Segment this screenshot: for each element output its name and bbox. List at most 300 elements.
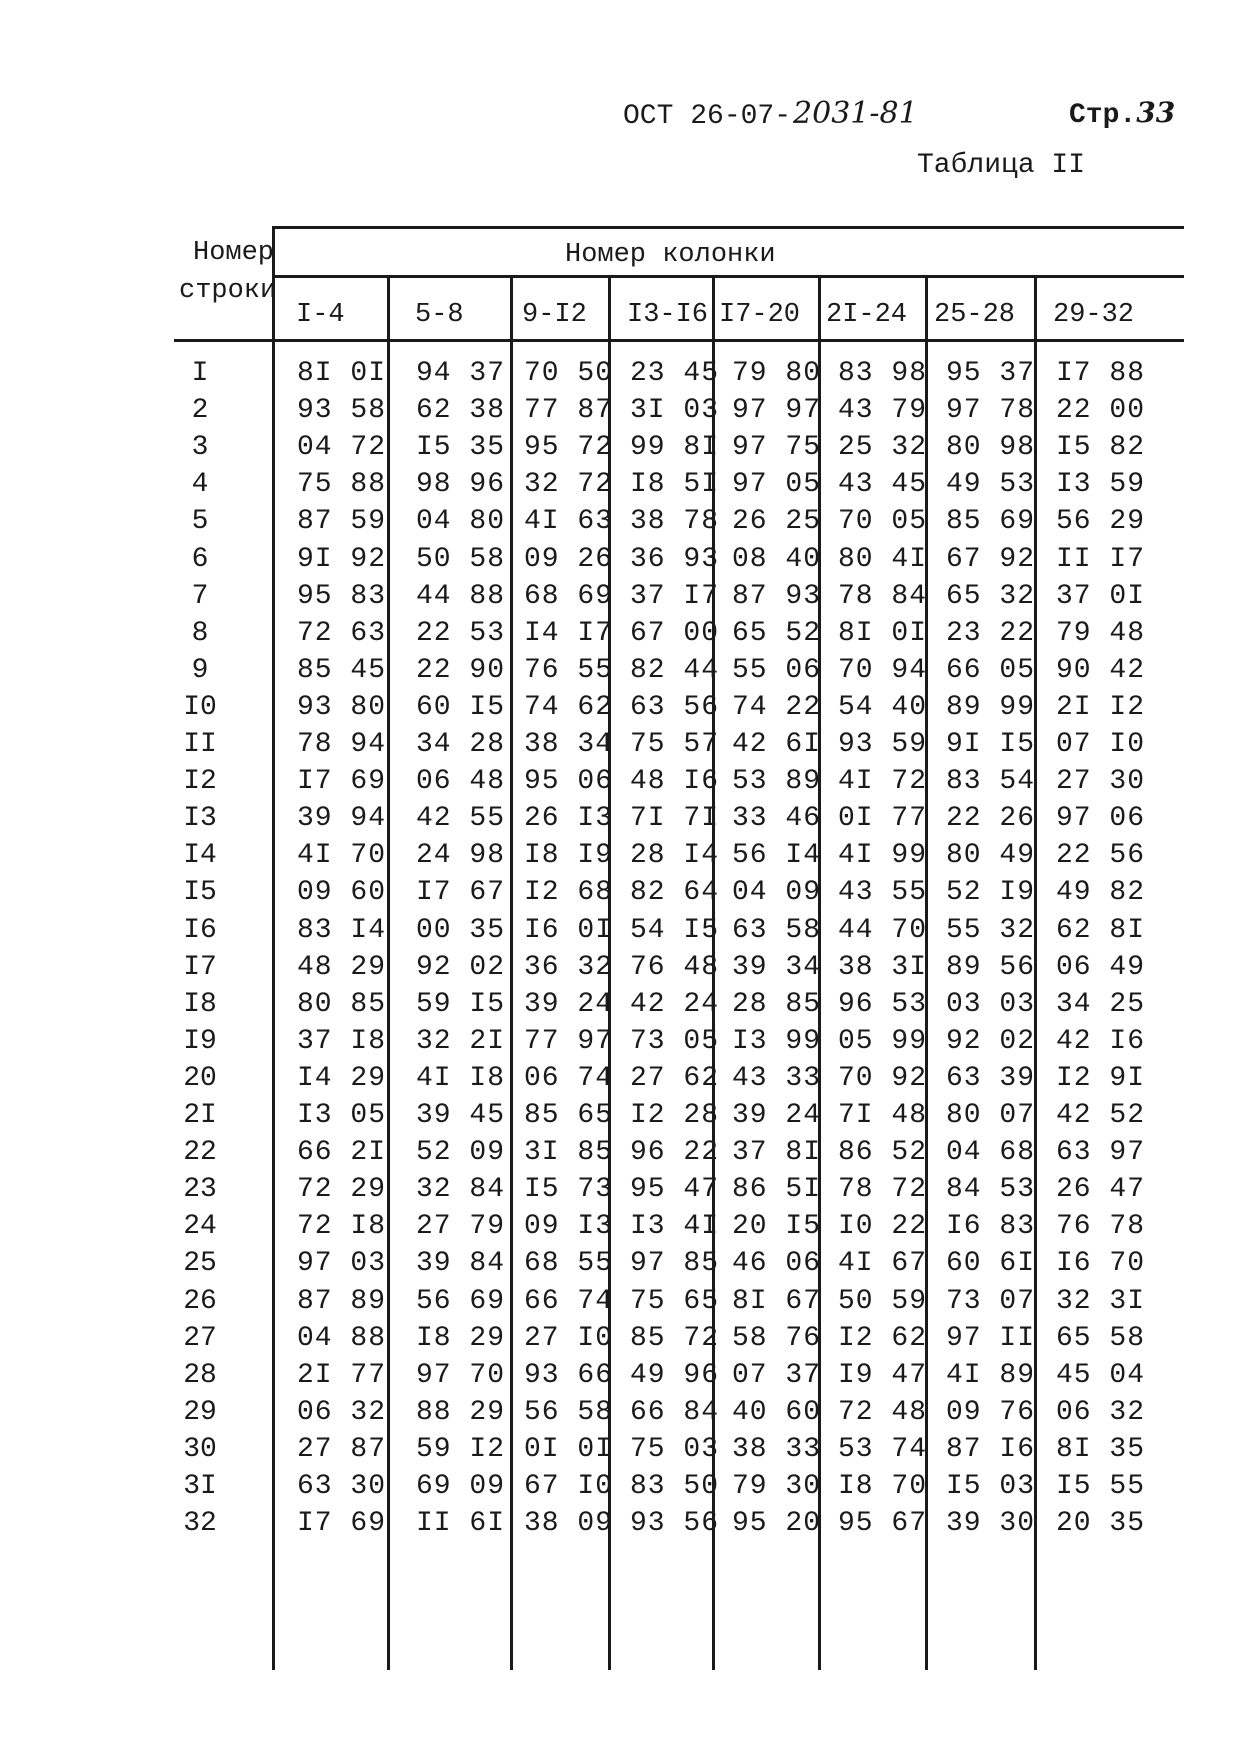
table-cell: 97 05 bbox=[732, 469, 822, 501]
row-number: 7 bbox=[191, 580, 209, 612]
table-cell: 97 97 bbox=[732, 395, 822, 427]
table-cell: I4 29 bbox=[297, 1062, 387, 1094]
table-cell: 66 84 bbox=[630, 1396, 720, 1428]
table-cell: 70 05 bbox=[838, 506, 928, 538]
table-cell: 67 92 bbox=[946, 543, 1036, 575]
table-cell: 49 82 bbox=[1056, 877, 1146, 909]
column-group-label: 25-28 bbox=[934, 300, 1016, 330]
table-cell: 54 40 bbox=[838, 691, 928, 723]
table-cell: 70 94 bbox=[838, 654, 928, 686]
table-cell: 96 22 bbox=[630, 1137, 720, 1169]
table-cell: 46 06 bbox=[732, 1248, 822, 1280]
table-cell: 04 80 bbox=[416, 506, 506, 538]
table-cell: 66 74 bbox=[524, 1285, 614, 1317]
table-cell: I7 88 bbox=[1056, 358, 1146, 389]
table-cell: 4I 70 bbox=[297, 840, 387, 872]
table-cell: 06 32 bbox=[297, 1396, 387, 1428]
table-cell: 77 87 bbox=[524, 395, 614, 427]
table-cell: 93 66 bbox=[524, 1359, 614, 1391]
table-cell: 75 03 bbox=[630, 1433, 720, 1465]
table-cell: I6 0I bbox=[524, 914, 614, 946]
table-cell: I3 99 bbox=[732, 1025, 822, 1057]
table-cell: 83 I4 bbox=[297, 914, 387, 946]
table-cell: 93 80 bbox=[297, 691, 387, 723]
table-cell: 22 26 bbox=[946, 803, 1036, 835]
table-cell: I8 70 bbox=[838, 1471, 928, 1502]
table-cell: 78 84 bbox=[838, 580, 928, 612]
table-cell: 95 67 bbox=[838, 1508, 928, 1540]
table-cell: 20 I5 bbox=[732, 1211, 822, 1243]
table-cell: 73 07 bbox=[946, 1285, 1036, 1317]
table-cell: 22 56 bbox=[1056, 840, 1146, 872]
table-cell: 43 55 bbox=[838, 877, 928, 909]
table-cell: 36 32 bbox=[524, 951, 614, 983]
table-cell: 37 I8 bbox=[297, 1025, 387, 1057]
table-cell: 80 4I bbox=[838, 543, 928, 575]
table-cell: 78 72 bbox=[838, 1174, 928, 1206]
table-cell: 39 94 bbox=[297, 803, 387, 835]
table-cell: 56 I4 bbox=[732, 840, 822, 872]
table-cell: 85 45 bbox=[297, 654, 387, 686]
table-cell: 2I 77 bbox=[297, 1359, 387, 1391]
table-cell: 26 I3 bbox=[524, 803, 614, 835]
table-cell: 69 09 bbox=[416, 1471, 506, 1502]
table-cell: I8 5I bbox=[630, 469, 720, 501]
table-cell: 9I 92 bbox=[297, 543, 387, 575]
table-cell: 97 06 bbox=[1056, 803, 1146, 835]
table-cell: 06 48 bbox=[416, 766, 506, 798]
table-cell: 43 45 bbox=[838, 469, 928, 501]
table-cell: 94 37 bbox=[416, 358, 506, 389]
table-cell: 99 8I bbox=[630, 432, 720, 464]
table-cell: 38 3I bbox=[838, 951, 928, 983]
row-number: 27 bbox=[183, 1322, 217, 1354]
table-cell: 87 89 bbox=[297, 1285, 387, 1317]
document-number-handwritten: 2031-81 bbox=[793, 96, 918, 131]
table-cell: 4I 63 bbox=[524, 506, 614, 538]
column-group-label: 29-32 bbox=[1053, 300, 1135, 330]
table-cell: I2 9I bbox=[1056, 1062, 1146, 1094]
row-number: 26 bbox=[183, 1285, 217, 1317]
table-cell: I7 69 bbox=[297, 766, 387, 798]
table-cell: 56 58 bbox=[524, 1396, 614, 1428]
table-cell: 28 I4 bbox=[630, 840, 720, 872]
table-cell: I0 22 bbox=[838, 1211, 928, 1243]
table-cell: 87 59 bbox=[297, 506, 387, 538]
table-cell: 20 35 bbox=[1056, 1508, 1146, 1540]
table-cell: 82 44 bbox=[630, 654, 720, 686]
table-cell: 89 99 bbox=[946, 691, 1036, 723]
row-number: I4 bbox=[183, 840, 217, 872]
row-number: I0 bbox=[183, 691, 217, 723]
column-separator-rule bbox=[510, 277, 513, 1670]
table-cell: I7 69 bbox=[297, 1508, 387, 1540]
row-header-line1: Номер bbox=[193, 238, 275, 268]
table-cell: 53 89 bbox=[732, 766, 822, 798]
table-cell: 88 29 bbox=[416, 1396, 506, 1428]
table-cell: 0I 0I bbox=[524, 1433, 614, 1465]
table-cell: 85 72 bbox=[630, 1322, 720, 1354]
table-cell: 60 I5 bbox=[416, 691, 506, 723]
table-cell: 93 58 bbox=[297, 395, 387, 427]
header-divider-rule bbox=[274, 275, 1184, 278]
table-cell: 85 65 bbox=[524, 1100, 614, 1131]
row-header-line2: строки bbox=[179, 276, 277, 306]
table-cell: 97 78 bbox=[946, 395, 1036, 427]
row-number: I2 bbox=[183, 766, 217, 798]
table-cell: 49 96 bbox=[630, 1359, 720, 1391]
table-cell: 97 03 bbox=[297, 1248, 387, 1280]
table-cell: I7 67 bbox=[416, 877, 506, 909]
table-cell: 44 88 bbox=[416, 580, 506, 612]
table-cell: 22 00 bbox=[1056, 395, 1146, 427]
table-cell: 26 47 bbox=[1056, 1174, 1146, 1206]
column-group-label: I3-I6 bbox=[627, 300, 709, 330]
table-cell: 62 8I bbox=[1056, 914, 1146, 946]
table-cell: 83 50 bbox=[630, 1471, 720, 1502]
table-cell: 56 29 bbox=[1056, 506, 1146, 538]
table-cell: 37 8I bbox=[732, 1137, 822, 1169]
table-cell: 95 47 bbox=[630, 1174, 720, 1206]
row-number: 6 bbox=[191, 543, 209, 575]
table-cell: 27 87 bbox=[297, 1433, 387, 1465]
table-cell: 97 70 bbox=[416, 1359, 506, 1391]
table-cell: 67 00 bbox=[630, 617, 720, 649]
table-cell: 72 29 bbox=[297, 1174, 387, 1206]
table-cell: I3 59 bbox=[1056, 469, 1146, 501]
table-cell: 25 32 bbox=[838, 432, 928, 464]
row-number: I5 bbox=[183, 877, 217, 909]
row-number: 20 bbox=[183, 1062, 217, 1094]
table-cell: 7I 48 bbox=[838, 1100, 928, 1131]
table-cell: 96 53 bbox=[838, 988, 928, 1020]
table-cell: 4I 67 bbox=[838, 1248, 928, 1280]
table-cell: 92 02 bbox=[416, 951, 506, 983]
table-cell: 95 72 bbox=[524, 432, 614, 464]
table-cell: 93 59 bbox=[838, 729, 928, 760]
table-cell: 42 6I bbox=[732, 729, 822, 760]
table-cell: 39 34 bbox=[732, 951, 822, 983]
table-cell: 0I 77 bbox=[838, 803, 928, 835]
table-cell: 72 I8 bbox=[297, 1211, 387, 1243]
table-cell: 53 74 bbox=[838, 1433, 928, 1465]
row-number: 22 bbox=[183, 1137, 217, 1169]
table-cell: 34 28 bbox=[416, 729, 506, 760]
table-cell: 76 48 bbox=[630, 951, 720, 983]
table-cell: 98 96 bbox=[416, 469, 506, 501]
column-group-label: 2I-24 bbox=[826, 300, 908, 330]
row-number: I bbox=[191, 358, 209, 389]
table-cell: 82 64 bbox=[630, 877, 720, 909]
table-cell: 8I 35 bbox=[1056, 1433, 1146, 1465]
column-group-label: I7-20 bbox=[719, 300, 801, 330]
table-cell: 63 58 bbox=[732, 914, 822, 946]
table-cell: 09 76 bbox=[946, 1396, 1036, 1428]
table-cell: 60 6I bbox=[946, 1248, 1036, 1280]
table-cell: 8I 67 bbox=[732, 1285, 822, 1317]
table-cell: 83 98 bbox=[838, 358, 928, 389]
table-cell: 33 46 bbox=[732, 803, 822, 835]
table-cell: 73 05 bbox=[630, 1025, 720, 1057]
header-bottom-rule bbox=[174, 339, 1184, 342]
table-cell: 75 65 bbox=[630, 1285, 720, 1317]
table-cell: 08 40 bbox=[732, 543, 822, 575]
table-cell: 32 72 bbox=[524, 469, 614, 501]
table-cell: 68 55 bbox=[524, 1248, 614, 1280]
table-cell: 38 09 bbox=[524, 1508, 614, 1540]
table-cell: 77 97 bbox=[524, 1025, 614, 1057]
table-cell: 38 33 bbox=[732, 1433, 822, 1465]
table-cell: 23 22 bbox=[946, 617, 1036, 649]
row-number: 32 bbox=[183, 1508, 217, 1540]
row-number: 28 bbox=[183, 1359, 217, 1391]
table-cell: 80 49 bbox=[946, 840, 1036, 872]
row-number: 8 bbox=[191, 617, 209, 649]
table-cell: 27 30 bbox=[1056, 766, 1146, 798]
column-header: Номер колонки bbox=[565, 240, 776, 270]
table-cell: 32 3I bbox=[1056, 1285, 1146, 1317]
table-cell: 36 93 bbox=[630, 543, 720, 575]
table-cell: 04 88 bbox=[297, 1322, 387, 1354]
table-cell: 65 52 bbox=[732, 617, 822, 649]
table-cell: I5 03 bbox=[946, 1471, 1036, 1502]
table-cell: 24 98 bbox=[416, 840, 506, 872]
table-cell: 03 03 bbox=[946, 988, 1036, 1020]
table-cell: 05 99 bbox=[838, 1025, 928, 1057]
table-cell: 37 I7 bbox=[630, 580, 720, 612]
table-cell: 44 70 bbox=[838, 914, 928, 946]
table-cell: 59 I2 bbox=[416, 1433, 506, 1465]
table-cell: 39 45 bbox=[416, 1100, 506, 1131]
table-cell: 38 34 bbox=[524, 729, 614, 760]
column-group-label: 5-8 bbox=[415, 300, 464, 330]
row-number: 29 bbox=[183, 1396, 217, 1428]
table-cell: 40 60 bbox=[732, 1396, 822, 1428]
table-cell: 80 85 bbox=[297, 988, 387, 1020]
table-cell: 48 29 bbox=[297, 951, 387, 983]
table-cell: 39 84 bbox=[416, 1248, 506, 1280]
table-cell: 79 48 bbox=[1056, 617, 1146, 649]
table-title: Таблица II bbox=[917, 150, 1086, 181]
column-separator-rule bbox=[272, 340, 275, 1670]
table-cell: 93 56 bbox=[630, 1508, 720, 1540]
row-number: I9 bbox=[183, 1025, 217, 1057]
table-cell: I3 4I bbox=[630, 1211, 720, 1243]
table-cell: I8 I9 bbox=[524, 840, 614, 872]
table-cell: 97 85 bbox=[630, 1248, 720, 1280]
table-cell: 27 79 bbox=[416, 1211, 506, 1243]
table-cell: 84 53 bbox=[946, 1174, 1036, 1206]
table-cell: 45 04 bbox=[1056, 1359, 1146, 1391]
table-cell: 42 I6 bbox=[1056, 1025, 1146, 1057]
table-cell: 27 I0 bbox=[524, 1322, 614, 1354]
table-cell: 83 54 bbox=[946, 766, 1036, 798]
table-cell: 66 2I bbox=[297, 1137, 387, 1169]
table-cell: 86 5I bbox=[732, 1174, 822, 1206]
table-cell: 39 24 bbox=[524, 988, 614, 1020]
row-number: 9 bbox=[191, 654, 209, 686]
table-cell: 63 56 bbox=[630, 691, 720, 723]
row-number: I3 bbox=[183, 803, 217, 835]
table-cell: 39 30 bbox=[946, 1508, 1036, 1540]
row-number: I6 bbox=[183, 914, 217, 946]
table-cell: I9 47 bbox=[838, 1359, 928, 1391]
table-cell: 39 24 bbox=[732, 1100, 822, 1131]
table-cell: 8I 0I bbox=[297, 358, 387, 389]
row-number: 4 bbox=[191, 469, 209, 501]
table-cell: 68 69 bbox=[524, 580, 614, 612]
table-cell: 52 I9 bbox=[946, 877, 1036, 909]
table-cell: 74 22 bbox=[732, 691, 822, 723]
row-number: 30 bbox=[183, 1433, 217, 1465]
table-cell: 04 09 bbox=[732, 877, 822, 909]
table-cell: 06 74 bbox=[524, 1062, 614, 1094]
table-cell: 27 62 bbox=[630, 1062, 720, 1094]
page-label: Стр. bbox=[1069, 100, 1137, 131]
table-cell: 72 63 bbox=[297, 617, 387, 649]
table-cell: 63 39 bbox=[946, 1062, 1036, 1094]
table-cell: 63 30 bbox=[297, 1471, 387, 1502]
table-cell: 09 I3 bbox=[524, 1211, 614, 1243]
table-cell: 28 85 bbox=[732, 988, 822, 1020]
row-number: 2 bbox=[191, 395, 209, 427]
table-cell: 66 05 bbox=[946, 654, 1036, 686]
column-group-label: 9-I2 bbox=[522, 300, 587, 330]
table-cell: 58 76 bbox=[732, 1322, 822, 1354]
table-cell: 56 69 bbox=[416, 1285, 506, 1317]
table-cell: 4I 72 bbox=[838, 766, 928, 798]
table-cell: 42 55 bbox=[416, 803, 506, 835]
table-cell: 65 58 bbox=[1056, 1322, 1146, 1354]
table-cell: 86 52 bbox=[838, 1137, 928, 1169]
table-cell: 95 06 bbox=[524, 766, 614, 798]
row-number: 23 bbox=[183, 1174, 217, 1206]
table-cell: 70 50 bbox=[524, 358, 614, 389]
table-cell: 92 02 bbox=[946, 1025, 1036, 1057]
table-cell: 85 69 bbox=[946, 506, 1036, 538]
table-cell: I6 83 bbox=[946, 1211, 1036, 1243]
table-cell: 70 92 bbox=[838, 1062, 928, 1094]
table-cell: 2I I2 bbox=[1056, 691, 1146, 723]
table-cell: 22 90 bbox=[416, 654, 506, 686]
row-number: 3 bbox=[191, 432, 209, 464]
table-cell: 97 75 bbox=[732, 432, 822, 464]
table-cell: 50 59 bbox=[838, 1285, 928, 1317]
table-cell: 06 32 bbox=[1056, 1396, 1146, 1428]
table-cell: I5 55 bbox=[1056, 1471, 1146, 1502]
table-cell: 67 I0 bbox=[524, 1471, 614, 1502]
table-cell: 76 55 bbox=[524, 654, 614, 686]
table-cell: I6 70 bbox=[1056, 1248, 1146, 1280]
table-cell: 50 58 bbox=[416, 543, 506, 575]
row-number: 3I bbox=[183, 1471, 217, 1502]
table-cell: 9I I5 bbox=[946, 729, 1036, 760]
row-number: 25 bbox=[183, 1248, 217, 1280]
table-cell: 26 25 bbox=[732, 506, 822, 538]
table-cell: 95 83 bbox=[297, 580, 387, 612]
table-cell: 22 53 bbox=[416, 617, 506, 649]
table-cell: 63 97 bbox=[1056, 1137, 1146, 1169]
table-cell: 32 2I bbox=[416, 1025, 506, 1057]
document-code-prefix: ОСТ 26-07- bbox=[623, 101, 792, 132]
row-number: I7 bbox=[183, 951, 217, 983]
table-cell: 72 48 bbox=[838, 1396, 928, 1428]
table-cell: 74 62 bbox=[524, 691, 614, 723]
table-cell: 54 I5 bbox=[630, 914, 720, 946]
column-group-label: I-4 bbox=[296, 300, 345, 330]
table-cell: 3I 03 bbox=[630, 395, 720, 427]
table-cell: I2 28 bbox=[630, 1100, 720, 1131]
table-cell: 80 07 bbox=[946, 1100, 1036, 1131]
table-cell: 23 45 bbox=[630, 358, 720, 389]
table-cell: 42 52 bbox=[1056, 1100, 1146, 1131]
table-cell: I8 29 bbox=[416, 1322, 506, 1354]
table-cell: I5 82 bbox=[1056, 432, 1146, 464]
table-cell: 55 32 bbox=[946, 914, 1036, 946]
table-cell: 04 72 bbox=[297, 432, 387, 464]
row-number: 2I bbox=[183, 1100, 217, 1131]
table-cell: II 6I bbox=[416, 1508, 506, 1540]
table-cell: 09 60 bbox=[297, 877, 387, 909]
table-cell: 79 80 bbox=[732, 358, 822, 389]
table-cell: 97 II bbox=[946, 1322, 1036, 1354]
table-cell: 37 0I bbox=[1056, 580, 1146, 612]
row-number: I8 bbox=[183, 988, 217, 1020]
table-cell: 55 06 bbox=[732, 654, 822, 686]
table-cell: 87 93 bbox=[732, 580, 822, 612]
table-cell: 80 98 bbox=[946, 432, 1036, 464]
table-cell: 06 49 bbox=[1056, 951, 1146, 983]
table-cell: 65 32 bbox=[946, 580, 1036, 612]
table-top-rule bbox=[274, 226, 1184, 229]
table-cell: 89 56 bbox=[946, 951, 1036, 983]
table-cell: 90 42 bbox=[1056, 654, 1146, 686]
table-cell: 76 78 bbox=[1056, 1211, 1146, 1243]
table-cell: 43 79 bbox=[838, 395, 928, 427]
table-cell: 8I 0I bbox=[838, 617, 928, 649]
table-cell: I5 35 bbox=[416, 432, 506, 464]
table-cell: 7I 7I bbox=[630, 803, 720, 835]
table-cell: 04 68 bbox=[946, 1137, 1036, 1169]
table-cell: 4I 89 bbox=[946, 1359, 1036, 1391]
table-cell: II I7 bbox=[1056, 543, 1146, 575]
table-cell: 48 I6 bbox=[630, 766, 720, 798]
row-number: II bbox=[183, 729, 217, 760]
row-number: 5 bbox=[191, 506, 209, 538]
table-cell: 75 88 bbox=[297, 469, 387, 501]
table-cell: I2 68 bbox=[524, 877, 614, 909]
table-cell: 3I 85 bbox=[524, 1137, 614, 1169]
table-cell: 95 37 bbox=[946, 358, 1036, 389]
table-cell: 42 24 bbox=[630, 988, 720, 1020]
table-cell: 09 26 bbox=[524, 543, 614, 575]
table-cell: 78 94 bbox=[297, 729, 387, 760]
table-cell: 34 25 bbox=[1056, 988, 1146, 1020]
table-cell: 07 I0 bbox=[1056, 729, 1146, 760]
table-cell: I2 62 bbox=[838, 1322, 928, 1354]
table-cell: 38 78 bbox=[630, 506, 720, 538]
table-cell: 95 20 bbox=[732, 1508, 822, 1540]
row-number: 24 bbox=[183, 1211, 217, 1243]
table-cell: 87 I6 bbox=[946, 1433, 1036, 1465]
table-cell: 00 35 bbox=[416, 914, 506, 946]
page-number-handwritten: 33 bbox=[1136, 96, 1176, 129]
table-cell: 75 57 bbox=[630, 729, 720, 760]
table-cell: I3 05 bbox=[297, 1100, 387, 1131]
table-cell: 49 53 bbox=[946, 469, 1036, 501]
table-cell: 79 30 bbox=[732, 1471, 822, 1502]
table-cell: 07 37 bbox=[732, 1359, 822, 1391]
